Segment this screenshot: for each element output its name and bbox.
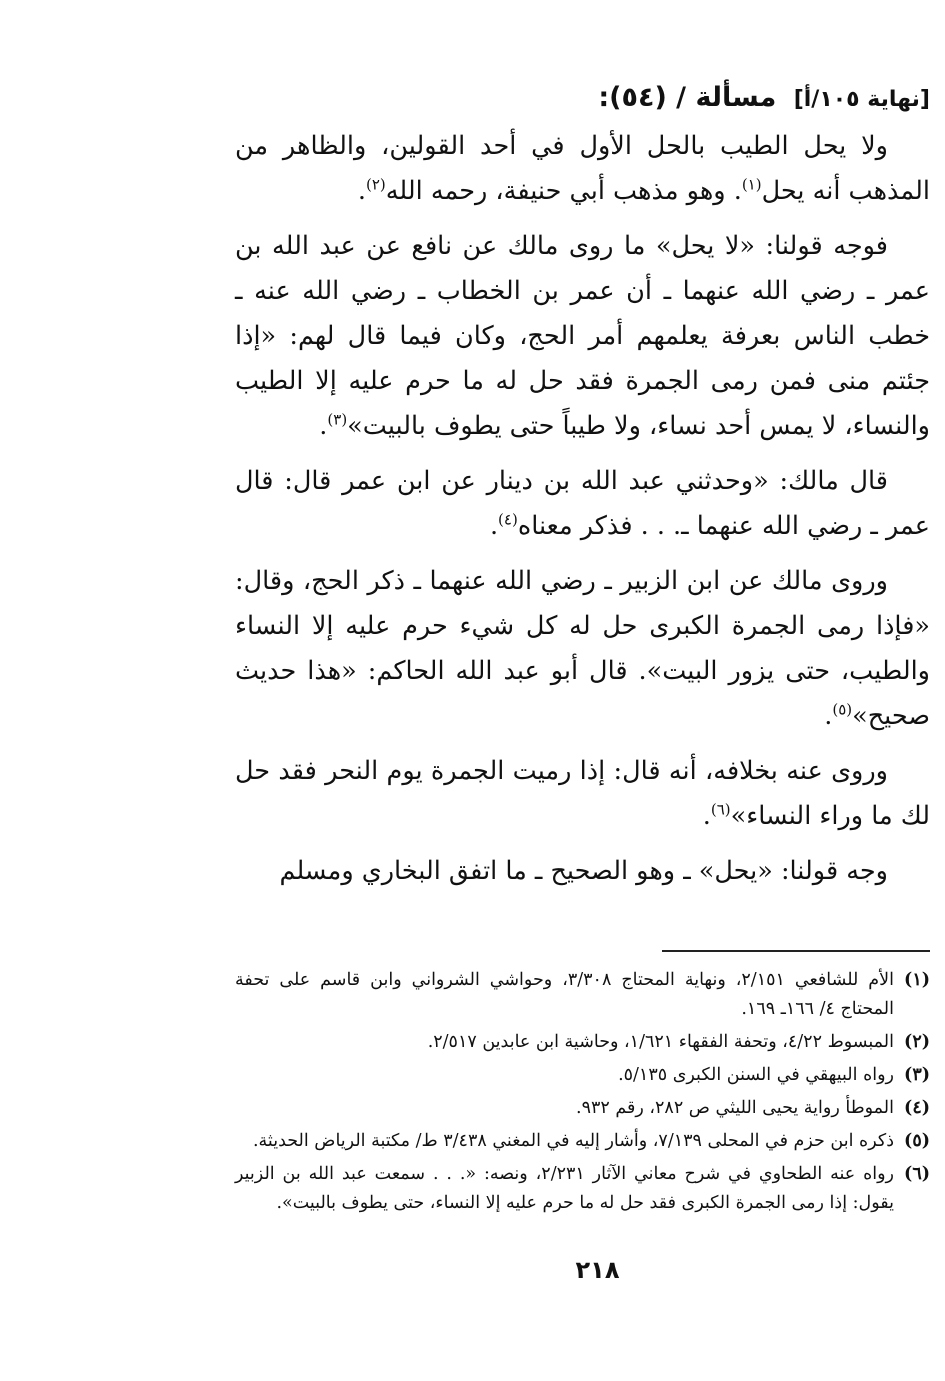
footnote-text: الموطأ رواية يحيى الليثي ص ٢٨٢، رقم ٩٣٢. (575, 1098, 894, 1118)
footnote-text: رواه البيهقي في السنن الكبرى ٥/١٣٥. (618, 1065, 894, 1085)
footnote-ref: (٦) (710, 800, 731, 819)
page-number: ٢١٨ (575, 1256, 620, 1284)
paragraph: قال مالك: «وحدثني عبد الله بن دينار عن ابن عمر قال: قال عمر ـ رضي الله عنهما ـ. . . فذكر معناه$^{(٤)}$. (235, 466, 930, 541)
footnote (235, 1061, 930, 1090)
footnote-number: (٥) (904, 1131, 930, 1151)
footnotes (235, 966, 930, 1218)
paragraph: وروى مالك عن ابن الزبير ـ رضي الله عنهما ـ ذكر الحج، وقال: «فإذا رمى الجمرة الكبرى حل له كل شيء حرم عليه إلا النساء والطيب، حتى يزور البيت». قال أبو عبد الله الحاكم: «هذا حديث صحيح»$^{(٥)}$. (235, 566, 930, 731)
footnote-ref: (١) (741, 175, 762, 194)
footnote-ref: (٢) (365, 175, 386, 194)
manuscript-folio-ref: [نهاية ١٠٥/أ] (793, 87, 930, 112)
paragraph: فوجه قولنا: «لا يحل» ما روى مالك عن نافع عن عبد الله بن عمر ـ رضي الله عنهما ـ أن عمر بن الخطاب ـ رضي الله عنه ـ خطب الناس بعرفة يعلمهم أمر الحج، وكان فيما قال لهم: «إذا جئتم منى فمن رمى الجمرة فقد حل له ما حرم عليه إلا الطيب والنساء، لا يمس أحد نساء، ولا طيباً حتى يطوف بالبيت»$^{(٣)}$. (235, 231, 930, 441)
footnote-text: ذكره ابن حزم في المحلى ٧/١٣٩، وأشار إليه في المغني ٣/٤٣٨ ط/ مكتبة الرياض الحديثة. (252, 1131, 894, 1151)
footnote-ref: (٤) (498, 510, 518, 529)
footnote-divider (662, 950, 930, 952)
footnote (235, 1127, 930, 1156)
footnote-number: (١) (904, 970, 930, 990)
footnote-ref: (٣) (327, 410, 348, 429)
footnote-number: (٦) (904, 1164, 930, 1184)
issue-heading (72, 78, 930, 120)
footnote (235, 1028, 930, 1057)
footnote (235, 966, 930, 1024)
footnote-text: رواه عنه الطحاوي في شرح معاني الآثار ٢/٢٣١، ونصه: «. . . سمعت عبد الله بن الزبير يقول: إذا رمى الجمرة الكبرى فقد حل له ما حرم عليه إلا النساء، حتى يطوف بالبيت». (235, 1164, 894, 1213)
book-page (72, 78, 930, 1368)
footnote-number: (٤) (904, 1098, 930, 1118)
issue-title: مسألة / (٥٤): (598, 82, 777, 113)
footnote (235, 1094, 930, 1123)
footnote-number: (٣) (904, 1065, 930, 1085)
footnote-ref: (٥) (832, 700, 853, 719)
footnote-number: (٢) (904, 1032, 930, 1052)
paragraph: ولا يحل الطيب بالحل الأول في أحد القولين، والظاهر من المذهب أنه يحل$^{(١)}$. وهو مذهب أبي حنيفة، رحمه الله$^{(٢)}$. (235, 131, 930, 206)
paragraph: وجه قولنا: «يحل» ـ وهو الصحيح ـ ما اتفق البخاري ومسلم (279, 856, 888, 886)
main-text (235, 124, 930, 894)
paragraph: وروى عنه بخلافه، أنه قال: إذا رميت الجمرة يوم النحر فقد حل لك ما وراء النساء»$^{(٦)}$. (235, 756, 930, 831)
footnote-text: المبسوط ٤/٢٢، وتحفة الفقهاء ١/٦٢١، وحاشية ابن عابدين ٢/٥١٧. (427, 1032, 894, 1052)
footnote-text: الأم للشافعي ٢/١٥١، ونهاية المحتاج ٣/٣٠٨، وحواشي الشرواني وابن قاسم على تحفة المحتاج ٤/ ١٦٦ـ ١٦٩. (235, 970, 894, 1019)
footnote (235, 1160, 930, 1218)
